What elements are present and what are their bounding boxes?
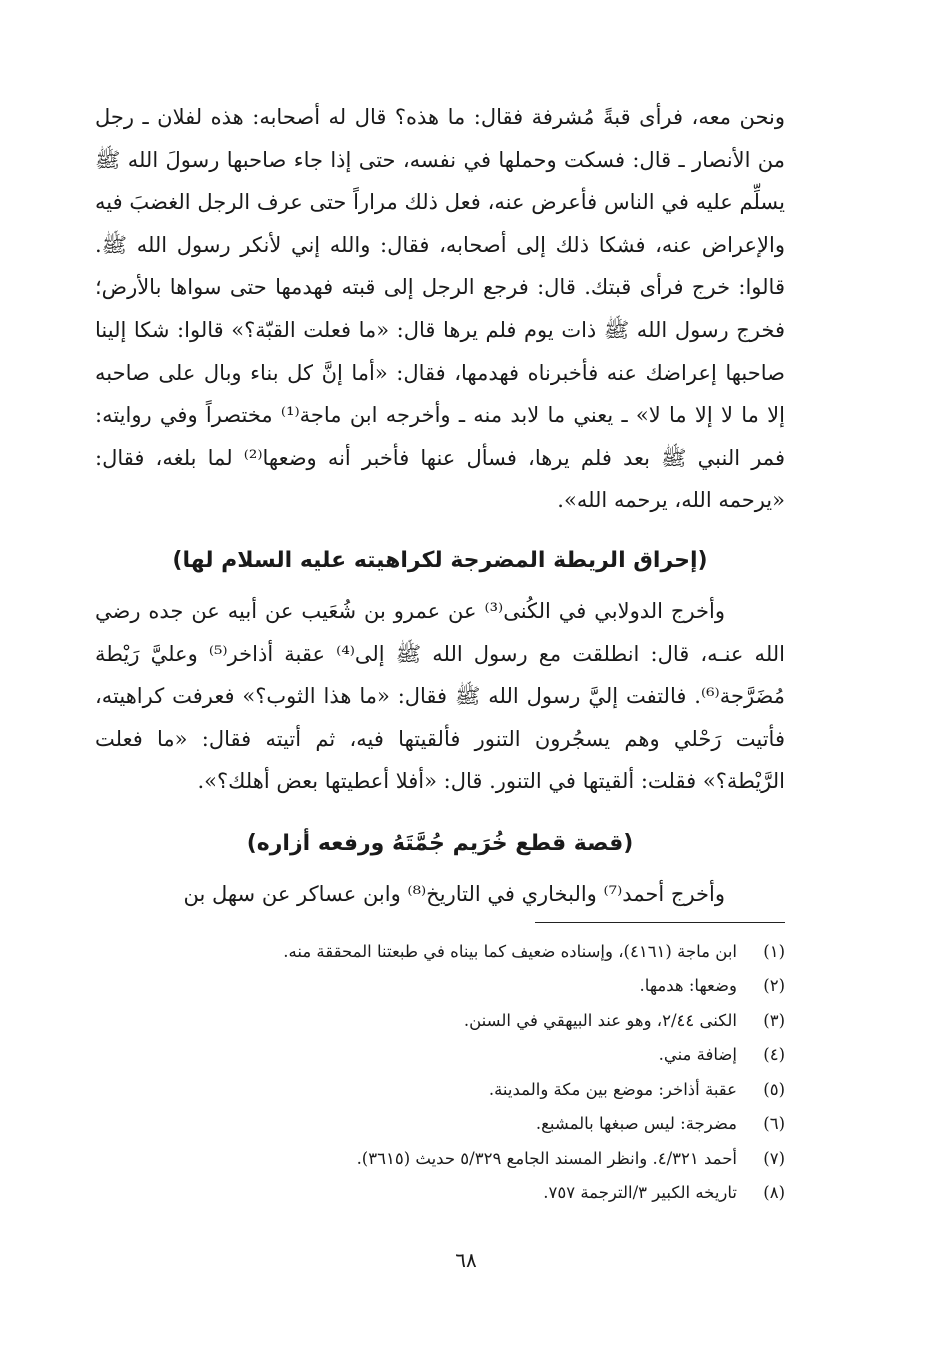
footnote-item — [95, 1107, 785, 1142]
footnote-number: (٤) — [763, 1045, 785, 1064]
footnote-number: (٢) — [763, 976, 785, 995]
footnote-item — [95, 1142, 785, 1177]
footnote-separator — [535, 922, 785, 923]
body-paragraph-1: ونحن معه، فرأى قبةً مُشرفة فقال: ما هذه؟ قال له أصحابه: هذه لفلان ـ رجل من الأنصار ـ قال: فسكت وحملها في نفسه، حتى إذا جاء صاحبها رسولَ الله ﷺ يسلِّم عليه في الناس فأعرض عنه، فعل ذلك مراراً حتى عرف الرجل الغضبَ فيه والإعراض عنه، فشكا ذلك إلى أصحابه، فقال: والله إني لأنكر رسول الله ﷺ. قالوا: خرج فرأى قبتك. قال: فرجع الرجل إلى قبته فهدمها حتى سواها بالأرض؛ فخرج رسول الله ﷺ ذات يوم فلم يرها قال: «ما فعلت القبّة؟» قالوا: شكا إلينا صاحبها إعراضك عنه فأخبرناه فهدمها، فقال: «أما إنَّ كل بناء وبال على صاحبه إلا ما لا إلا ما لا» ـ يعني ما لابد منه ـ وأخرجه ابن ماجة⁽¹⁾ مختصراً وفي روايته: فمر النبي ﷺ بعد فلم يرها، فسأل عنها فأخبر أنه وضعها⁽²⁾ لما بلغه، فقال: «يرحمه الله، يرحمه الله». — [95, 105, 785, 513]
footnote-text: عقبة أذاخر: موضع بين مكة والمدينة. — [488, 1079, 737, 1099]
footnote-item — [95, 935, 785, 970]
footnote-number: (٦) — [763, 1114, 785, 1133]
page-number: ٦٨ — [455, 1248, 477, 1272]
body-paragraph-3: وأخرج أحمد⁽⁷⁾ والبخاري في التاريخ⁽⁸⁾ وابن عساكر عن سهل بن — [183, 881, 725, 906]
footnote-number: (٥) — [763, 1079, 785, 1099]
section-heading-khuraym-story: (قصة قطع خُرَيم جُمَّتَهُ ورفعه أزاره) — [246, 830, 634, 856]
footnote-text: أحمد ٤/٣٢١. وانظر المسند الجامع ٥/٣٢٩ حديث (٣٦١٥). — [356, 1148, 737, 1168]
footnote-item — [95, 1004, 785, 1039]
footnote-item — [95, 1176, 785, 1211]
footnote-text: مضرجة: ليس صبغها بالمشبع. — [535, 1114, 737, 1133]
footnote-text: إضافة مني. — [658, 1045, 737, 1064]
section-heading-burning-garment: (إحراق الريطة المضرجة لكراهيته عليه السلام لها) — [172, 547, 708, 573]
body-paragraph-2: وأخرج الدولابي في الكُنى⁽³⁾ عن عمرو بن شُعَيب عن أبيه عن جده رضي الله عنـه، قال: انطلقت مع رسول الله ﷺ إلى⁽⁴⁾ عقبة أذاخر⁽⁵⁾ وعليَّ رَيْطة مُضَرَّجة⁽⁶⁾. فالتفت إليَّ رسول الله ﷺ فقال: «ما هذا الثوب؟» فعرفت كراهيته، فأتيت رَحْلي وهم يسجُرون التنور فألقيتها فيه، ثم أتيته فقال: «ما فعلت الرَّيْطة؟» فقلت: ألقيتها في التنور. قال: «أفلا أعطيتها بعض أهلك؟». — [95, 598, 786, 794]
footnote-number: (٧) — [763, 1148, 785, 1168]
page-content — [95, 96, 785, 1211]
footnote-number: (١) — [763, 941, 785, 961]
footnotes-list — [95, 935, 785, 1211]
footnote-number: (٨) — [763, 1183, 785, 1202]
footnote-text: وضعها: هدمها. — [639, 976, 737, 995]
footnote-item — [95, 1038, 785, 1073]
footnote-text: الكنى ٢/٤٤، وهو عند البيهقي في السنن. — [463, 1010, 737, 1030]
footnote-item — [95, 969, 785, 1004]
footnote-text: تاريخه الكبير ٣/الترجمة ٧٥٧. — [543, 1183, 737, 1202]
footnote-number: (٣) — [763, 1010, 785, 1030]
footnote-item — [95, 1073, 785, 1108]
footnote-text: ابن ماجة (٤١٦١)، وإسناده ضعيف كما بيناه في طبعتنا المحققة منه. — [283, 941, 737, 961]
